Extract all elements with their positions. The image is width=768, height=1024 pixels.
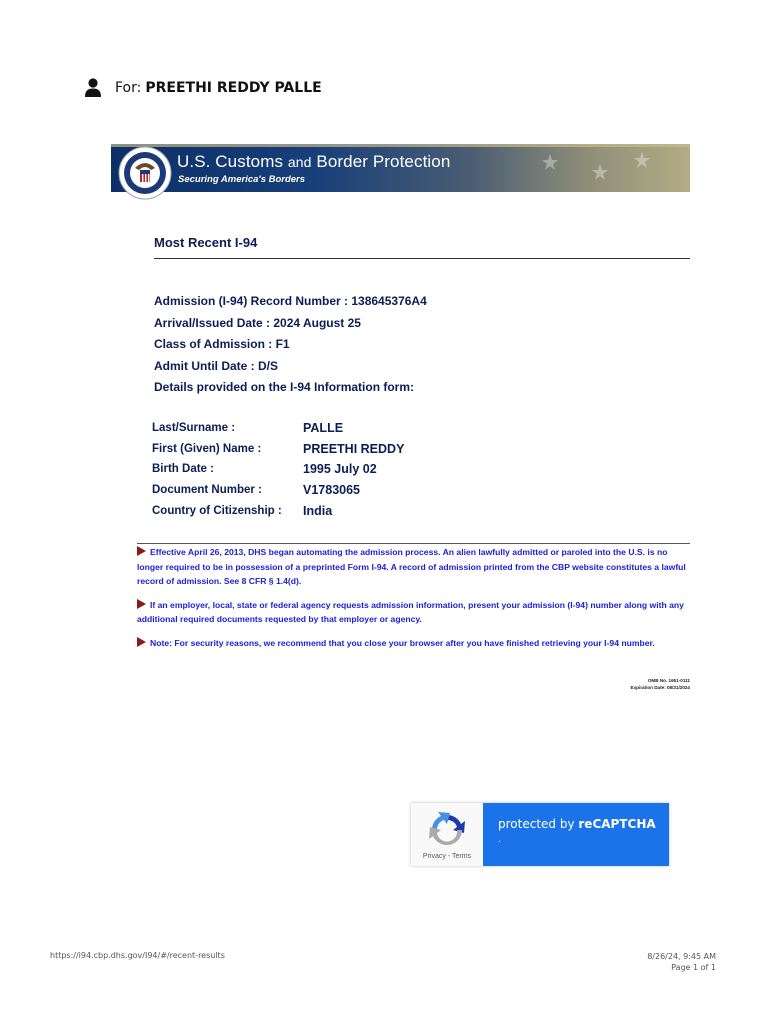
privacy-link[interactable]: Privacy (422, 853, 446, 860)
detail-row (152, 442, 404, 463)
notes-list (137, 545, 690, 659)
note-item: Note: For security reasons, we recommend that you close your browser after you have finished retrieving your I-94 number. (137, 636, 690, 651)
detail-value: PALLE (303, 421, 344, 435)
detail-value: V1783065 (303, 483, 361, 498)
arrow-bullet-icon (137, 546, 146, 556)
traveler-name: PREETHI REDDY PALLE (145, 80, 322, 96)
note-item: Effective April 26, 2013, DHS began automating the admission process. An alien lawfully admitted or paroled into the U.S. is no longer required to be in possession of a preprinted Form I-94. A record of admission printed from the CBP website constitutes a lawful record of admission. See 8 CFR § 1.4(d). (137, 547, 686, 586)
for-line (84, 76, 322, 100)
detail-row (152, 483, 404, 504)
page-count: Page 1 of 1 (671, 963, 716, 972)
detail-label: Last/Surname : (152, 422, 236, 434)
recaptcha-badge[interactable]: Privacy - Terms protected by reCAPTCHA . (411, 803, 669, 866)
detail-row (152, 504, 404, 525)
arrow-bullet-icon (137, 637, 146, 647)
terms-link[interactable]: Terms (452, 853, 472, 860)
divider (154, 258, 690, 259)
class-of-admission: Class of Admission : F1 (154, 337, 290, 352)
detail-row (152, 462, 404, 483)
detail-label: Birth Date : (152, 463, 214, 476)
omb-number: OMB No. 1651-0111 (647, 678, 690, 683)
cbp-seal-icon (118, 146, 172, 200)
recaptcha-logo-icon (428, 811, 466, 849)
for-label: For: (115, 80, 142, 96)
divider (137, 543, 690, 544)
print-datetime: 8/26/24, 9:45 AM (647, 952, 716, 961)
admission-summary (154, 294, 427, 402)
admit-until-date: Admit Until Date : D/S (154, 358, 279, 373)
detail-label: First (Given) Name : (152, 442, 262, 455)
banner-stars-decoration (530, 150, 670, 186)
detail-label: Document Number : (152, 484, 262, 497)
arrow-bullet-icon (137, 599, 146, 609)
arrival-date: Arrival/Issued Date : 2024 August 25 (154, 315, 361, 330)
details-table (152, 421, 404, 524)
person-icon (84, 78, 102, 98)
detail-value: 1995 July 02 (303, 462, 377, 477)
banner-title: U.S. Customs and Border Protection (177, 152, 451, 171)
section-title: Most Recent I-94 (154, 235, 258, 250)
detail-label: Country of Citizenship : (152, 504, 282, 517)
detail-value: India (303, 503, 333, 518)
recaptcha-links: Privacy - Terms (422, 853, 472, 860)
recaptcha-label: protected by reCAPTCHA (498, 817, 656, 831)
note-item: If an employer, local, state or federal agency requests admission information, present your admission (I-94) number along with any additional required documents requested by that employer or agency. (137, 599, 684, 624)
omb-expiration: Expiration Date: 08/31/2024 (630, 684, 690, 690)
detail-value: PREETHI REDDY (303, 441, 405, 456)
banner-subtitle: Securing America's Borders (178, 174, 306, 185)
details-heading: Details provided on the I-94 Information form: (154, 380, 415, 395)
record-number: Admission (I-94) Record Number : 138645376A4 (154, 294, 427, 308)
footer-url: https://i94.cbp.dhs.gov/I94/#/recent-results (50, 951, 225, 960)
detail-row (152, 421, 404, 442)
footer-meta (647, 951, 716, 973)
omb-info (631, 678, 691, 691)
